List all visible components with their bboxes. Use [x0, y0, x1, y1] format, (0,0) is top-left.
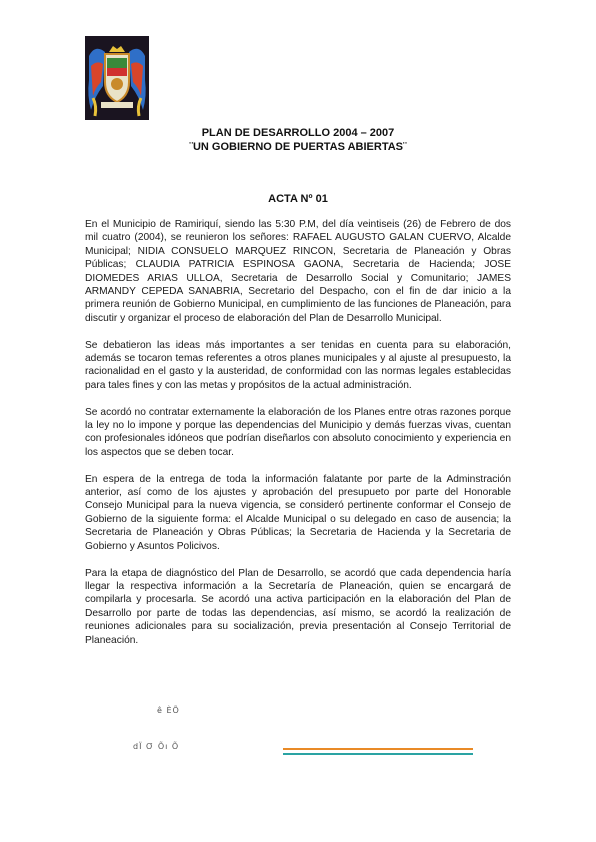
footer-garbled-text: ê ÈÕ [157, 706, 180, 715]
coat-of-arms-logo [85, 36, 149, 120]
paragraph: Para la etapa de diagnóstico del Plan de Desarrollo, se acordó que cada dependencia haría llegar la respectiva información a la Secretaría de Planeación, quien se encargará de compilarla y procesarla. Se acordó una activa participación en la elaboración del Plan de Desarrollo por parte de todas las dependencias, así mismo, se acordó la realización de reuniones adicionales para su socialización, previa presentación al Consejo Territorial de Planeación. [85, 567, 511, 646]
footer-line-teal [283, 753, 473, 755]
document-subtitle: ¨UN GOBIERNO DE PUERTAS ABIERTAS¨ [189, 141, 407, 153]
acta-heading: ACTA Nº 01 [268, 193, 328, 205]
coat-of-arms-icon [85, 36, 149, 120]
paragraph: En el Municipio de Ramiriquí, siendo las 5:30 P.M, del día veintiseis (26) de Febrero de dos mil cuatro (2004), se reunieron los señores: RAFAEL AUGUSTO GALAN CUERVO, Alcalde Municipal; NIDIA CONSUELO MARQUEZ RINCON, Secretaria de Planeación y Obras Públicas; CLAUDIA PATRICIA ESPINOSA GAONA, Secretaria de Hacienda; JOSE DIOMEDES ARIAS ULLOA, Secretaria de Desarrollo Social y Comunitario; JAMES ARMANDY CEPEDA SANABRIA, Secretario del Despacho, con el fin de dar inicio a la primera reunión de Gobierno Municipal, en cumplimiento de las funciones de Planeación, para discutir y organizar el proceso de elaboración del Plan de Desarrollo Municipal. [85, 219, 511, 324]
paragraph: Se acordó no contratar externamente la elaboración de los Planes entre otras razones porque la ley no lo impone y porque las dependencias del Municipio y demás fuerzas vivas, cuentan con profesionales idóneos que podrían diseñarlos con absoluto conocimiento y experiencia en los aspectos que se deben tocar. [85, 406, 511, 458]
document-title: PLAN DE DESARROLLO 2004 – 2007 [201, 127, 395, 139]
footer-line-orange [283, 748, 473, 750]
paragraph: Se debatieron las ideas más importantes a ser tenidas en cuenta para su elaboración, además se tocaron temas referentes a otros planes municipales y al ajuste al presupuesto, la racionalidad en el gasto y la austeridad, de conformidad con las normas legales establecidas para tales fines y con las metas y propósitos de la actual administración. [85, 339, 511, 391]
footer-garbled-text: dÏ Ơ Õı Õ [133, 742, 180, 751]
acta-body [85, 218, 511, 660]
paragraph: En espera de la entrega de toda la información falatante por parte de la Adminstración anterior, así como de los ajustes y aprobación del presupueto por parte del Honorable Consejo Municipal para la nueva vigencia, se consideró pertinente conformar el Consejo de Gobierno de la siguiente forma: el Alcalde Municipal o su delegado en caso de ausencia; la Secretaria de Planeación y Obras Públicas; la Secretaria de Hacienda y la Secretaria de Gobierno y Asuntos Policivos. [85, 473, 511, 552]
